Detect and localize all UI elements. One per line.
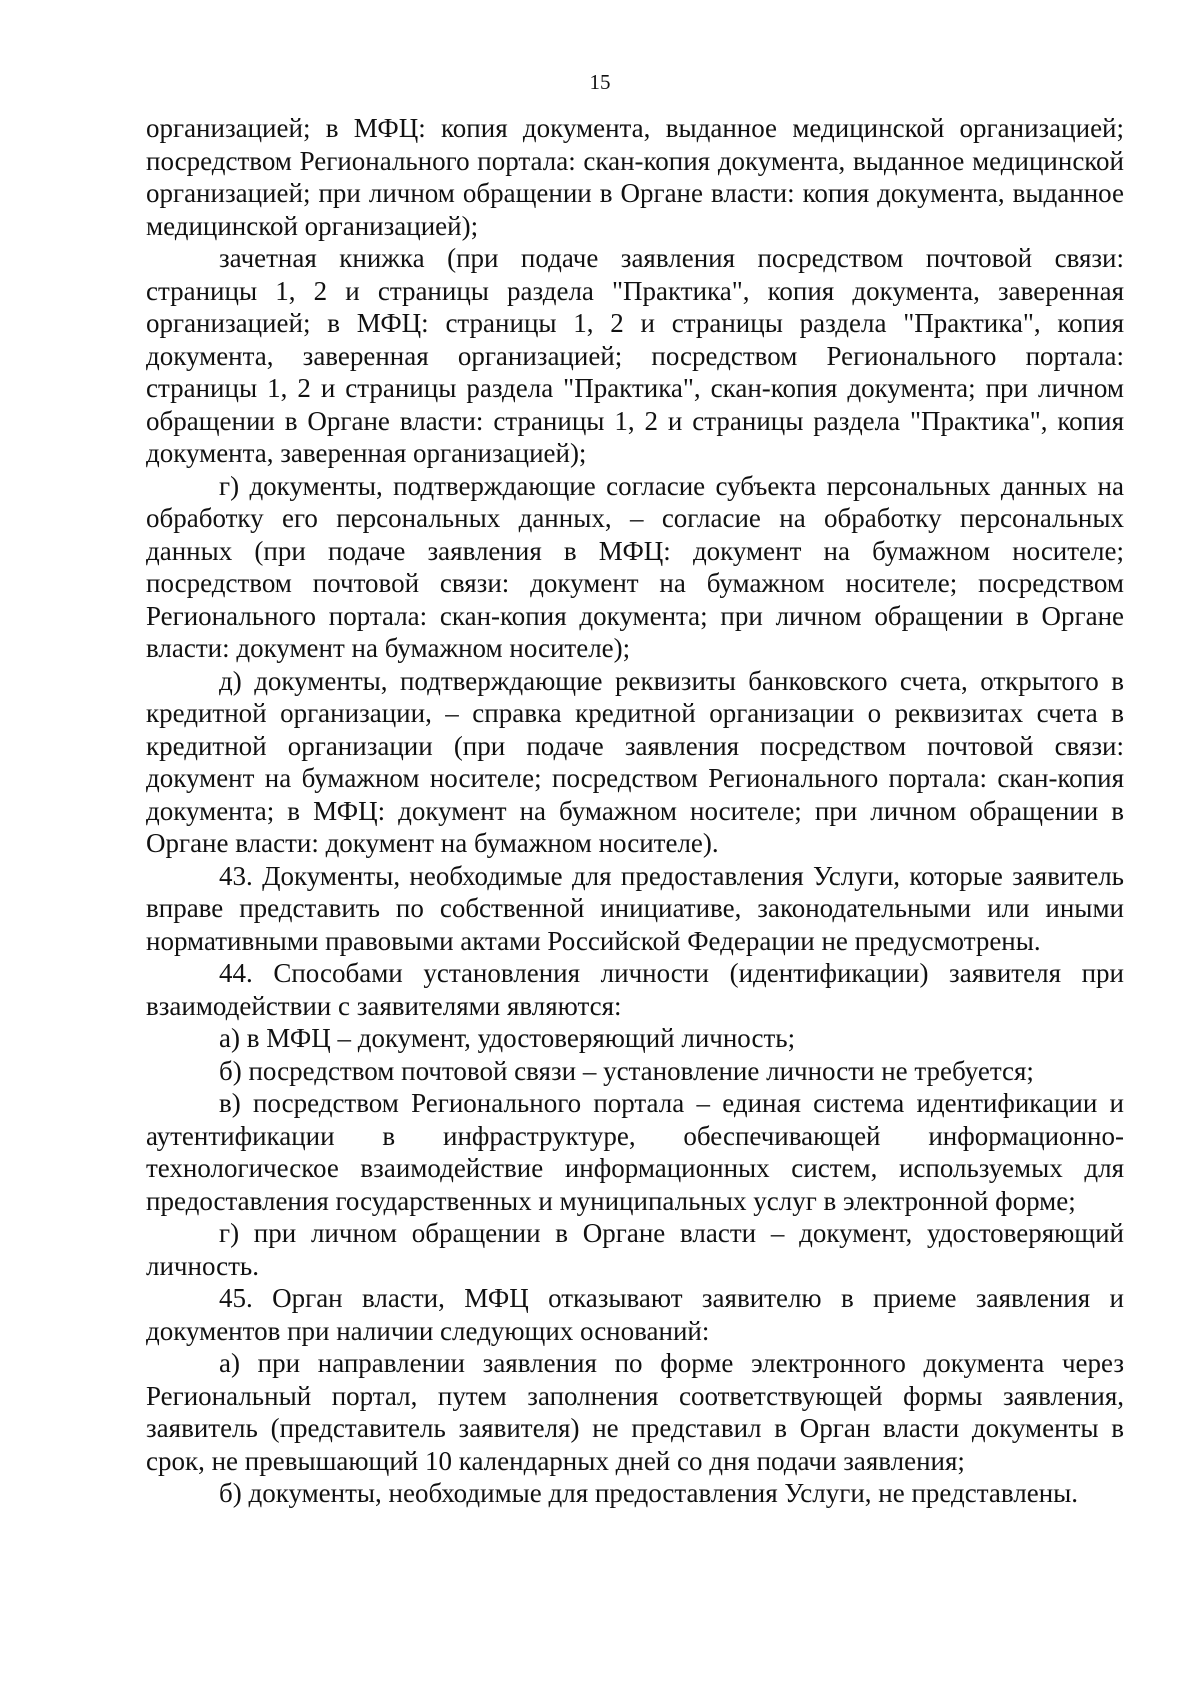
paragraph: организацией; в МФЦ: копия документа, выданное медицинской организацией; посредством Регионального портала: скан-копия документа, выданное медицинской организацией; при личном обращении в Органе власти: копия документа, выданное медицинской организацией); [146,113,1124,241]
paragraph: 44. Способами установления личности (идентификации) заявителя при взаимодействии с заявителями являются: [146,958,1124,1021]
document-body [146,112,1124,1510]
paragraph: 45. Орган власти, МФЦ отказывают заявителю в приеме заявления и документов при наличии следующих оснований: [146,1283,1124,1346]
page-number: 15 [589,70,611,94]
paragraph: д) документы, подтверждающие реквизиты банковского счета, открытого в кредитной организации, – справка кредитной организации о реквизитах счета в кредитной организации (при подаче заявления посредством почтовой связи: документ на бумажном носителе; посредством Регионального портала: скан-копия документа; в МФЦ: документ на бумажном носителе; при личном обращении в Органе власти: документ на бумажном носителе). [146,665,1124,858]
paragraph: б) документы, необходимые для предоставления Услуги, не представлены. [219,1478,1079,1508]
paragraph: а) в МФЦ – документ, удостоверяющий личность; [219,1023,796,1053]
paragraph: б) посредством почтовой связи – установление личности не требуется; [219,1055,1034,1086]
paragraph: 43. Документы, необходимые для предоставления Услуги, которые заявитель вправе представить по собственной инициативе, законодательными или иными нормативными правовыми актами Российской Федерации не предусмотрены. [146,860,1124,956]
paragraph: г) документы, подтверждающие согласие субъекта персональных данных на обработку его персональных данных, – согласие на обработку персональных данных (при подаче заявления в МФЦ: документ на бумажном носителе; посредством почтовой связи: документ на бумажном носителе; посредством Регионального портала: скан-копия документа; при личном обращении в Органе власти: документ на бумажном носителе); [146,470,1124,663]
paragraph: зачетная книжка (при подаче заявления посредством почтовой связи: страницы 1, 2 и страницы раздела "Практика", копия документа, заверенная организацией; в МФЦ: страницы 1, 2 и страницы раздела "Практика", копия документа, заверенная организацией; посредством Регионального портала: страницы 1, 2 и страницы раздела "Практика", скан-копия документа; при личном обращении в Органе власти: страницы 1, 2 и страницы раздела "Практика", копия документа, заверенная организацией); [146,243,1124,468]
paragraph: г) при личном обращении в Органе власти – документ, удостоверяющий личность. [146,1218,1124,1281]
paragraph: в) посредством Регионального портала – единая система идентификации и аутентификации в инфраструктуре, обеспечивающей информационно-технологическое взаимодействие информационных систем, используемых для предоставления государственных и муниципальных услуг в электронной форме; [146,1088,1124,1216]
paragraph: а) при направлении заявления по форме электронного документа через Региональный портал, путем заполнения соответствующей формы заявления, заявитель (представитель заявителя) не представил в Орган власти документы в срок, не превышающий 10 календарных дней со дня подачи заявления; [146,1348,1124,1476]
